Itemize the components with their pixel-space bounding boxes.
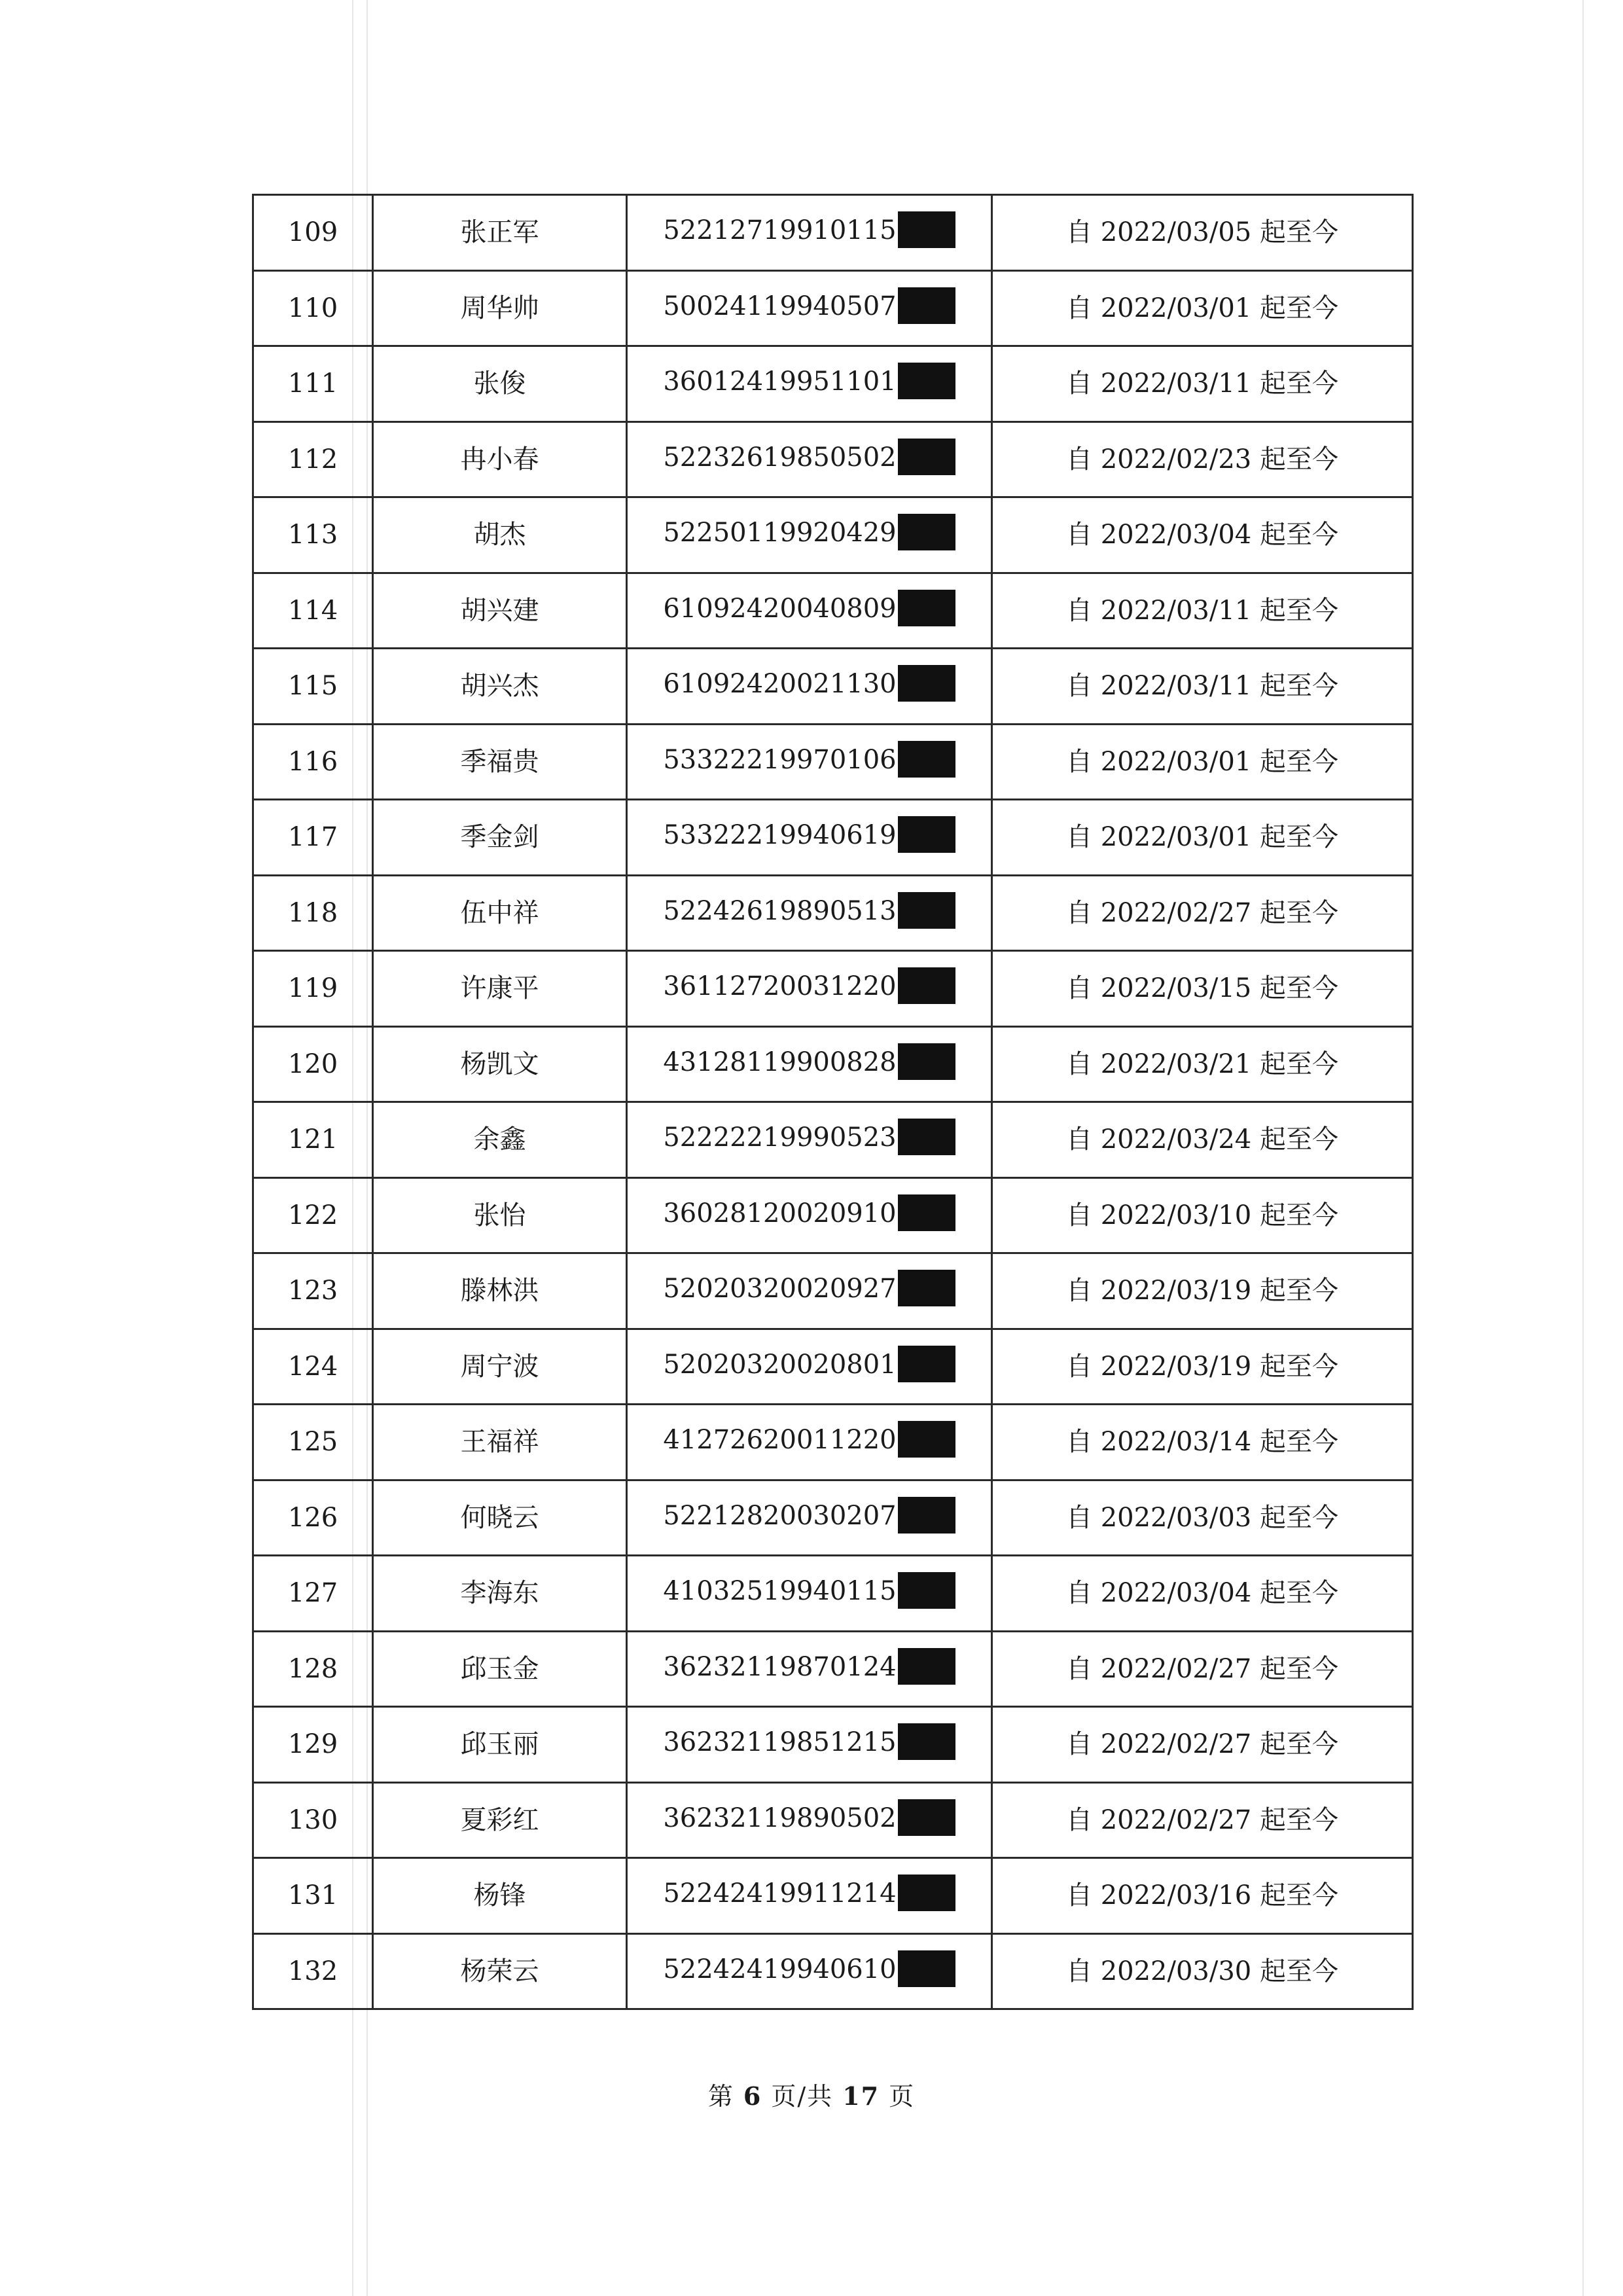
id-number-cell [627,195,992,271]
redaction-block [898,1194,955,1231]
row-number-cell: 129 [253,1707,373,1783]
row-number-cell: 123 [253,1253,373,1329]
id-number-cell [627,1707,992,1783]
redaction-block [898,1043,955,1080]
period-cell: 自 2022/03/05 起至今 [992,195,1413,271]
name-cell: 胡兴杰 [373,649,627,725]
redaction-block [898,590,955,626]
name-cell: 滕林洪 [373,1253,627,1329]
row-number-cell: 126 [253,1480,373,1556]
id-number-cell [627,800,992,876]
redaction-block [898,665,955,702]
id-number-cell [627,1631,992,1707]
id-number-cell [627,1405,992,1480]
roster-table-container [252,194,1404,2010]
id-number-text: 53322219970106 [663,744,897,775]
id-number-text: 52242419911214 [663,1878,897,1909]
row-number-cell: 109 [253,195,373,271]
period-cell: 自 2022/03/24 起至今 [992,1102,1413,1178]
row-number-cell: 121 [253,1102,373,1178]
id-number-text: 36112720031220 [663,971,897,1002]
redaction-block [898,1346,955,1382]
period-cell: 自 2022/03/01 起至今 [992,270,1413,346]
table-row [253,951,1413,1027]
row-number-cell: 114 [253,573,373,649]
row-number-cell: 127 [253,1556,373,1632]
id-number-cell [627,724,992,800]
id-number-text: 53322219940619 [663,820,897,851]
row-number-cell: 116 [253,724,373,800]
name-cell: 杨荣云 [373,1933,627,2009]
name-cell: 胡兴建 [373,573,627,649]
footer-middle: 页/共 [771,2082,834,2111]
table-row [253,1253,1413,1329]
redaction-block [898,816,955,853]
table-row [253,573,1413,649]
table-row [253,195,1413,271]
id-number-cell [627,875,992,951]
table-row [253,1102,1413,1178]
redaction-block [898,1648,955,1685]
period-cell: 自 2022/03/10 起至今 [992,1177,1413,1253]
id-number-text: 52020320020927 [663,1274,897,1304]
id-number-text: 36232119870124 [663,1651,897,1682]
name-cell: 周宁波 [373,1329,627,1405]
row-number-cell: 119 [253,951,373,1027]
table-row [253,1933,1413,2009]
redaction-block [898,967,955,1004]
redaction-block [898,1421,955,1458]
redaction-block [898,1497,955,1534]
redaction-block [898,1874,955,1911]
period-cell: 自 2022/02/27 起至今 [992,1782,1413,1858]
table-row [253,1480,1413,1556]
id-number-cell [627,497,992,573]
id-number-cell [627,1480,992,1556]
table-row [253,1329,1413,1405]
period-cell: 自 2022/03/19 起至今 [992,1253,1413,1329]
table-row [253,270,1413,346]
roster-table-body [253,195,1413,2009]
redaction-block [898,1572,955,1609]
id-number-text: 61092420040809 [663,593,897,624]
row-number-cell: 118 [253,875,373,951]
name-cell: 张怡 [373,1177,627,1253]
id-number-cell [627,270,992,346]
name-cell: 余鑫 [373,1102,627,1178]
row-number-cell: 124 [253,1329,373,1405]
id-number-text: 50024119940507 [663,291,897,321]
table-row [253,649,1413,725]
redaction-block [898,439,955,475]
table-row [253,724,1413,800]
name-cell: 胡杰 [373,497,627,573]
roster-table [252,194,1414,2010]
redaction-block [898,514,955,550]
name-cell: 张正军 [373,195,627,271]
period-cell: 自 2022/03/21 起至今 [992,1026,1413,1102]
id-number-text: 43128119900828 [663,1047,897,1077]
period-cell: 自 2022/02/27 起至今 [992,1707,1413,1783]
period-cell: 自 2022/03/01 起至今 [992,724,1413,800]
row-number-cell: 128 [253,1631,373,1707]
period-cell: 自 2022/03/11 起至今 [992,346,1413,422]
footer-current-page: 6 [743,2081,762,2111]
redaction-block [898,741,955,778]
id-number-cell [627,1858,992,1934]
name-cell: 何晓云 [373,1480,627,1556]
name-cell: 邱玉丽 [373,1707,627,1783]
footer-prefix: 第 [707,2082,734,2111]
row-number-cell: 125 [253,1405,373,1480]
name-cell: 李海东 [373,1556,627,1632]
name-cell: 冉小春 [373,422,627,497]
period-cell: 自 2022/03/19 起至今 [992,1329,1413,1405]
name-cell: 周华帅 [373,270,627,346]
id-number-text: 52212719910115 [663,215,897,246]
id-number-text: 52242619890513 [663,895,897,926]
name-cell: 许康平 [373,951,627,1027]
id-number-text: 36232119851215 [663,1727,897,1758]
id-number-cell [627,346,992,422]
id-number-text: 36012419951101 [663,367,897,397]
id-number-cell [627,422,992,497]
id-number-cell [627,1329,992,1405]
redaction-block [898,1799,955,1836]
id-number-text: 52212820030207 [663,1500,897,1531]
period-cell: 自 2022/02/27 起至今 [992,1631,1413,1707]
period-cell: 自 2022/03/11 起至今 [992,649,1413,725]
table-row [253,422,1413,497]
row-number-cell: 131 [253,1858,373,1934]
id-number-text: 52242419940610 [663,1954,897,1984]
id-number-cell [627,573,992,649]
id-number-cell [627,1177,992,1253]
redaction-block [898,211,955,248]
redaction-block [898,1723,955,1760]
table-row [253,800,1413,876]
id-number-cell [627,1253,992,1329]
row-number-cell: 132 [253,1933,373,2009]
redaction-block [898,1270,955,1306]
table-row [253,1405,1413,1480]
redaction-block [898,287,955,324]
table-row [253,1556,1413,1632]
table-row [253,346,1413,422]
name-cell: 季金剑 [373,800,627,876]
table-row [253,1858,1413,1934]
id-number-cell [627,1556,992,1632]
row-number-cell: 117 [253,800,373,876]
period-cell: 自 2022/02/27 起至今 [992,875,1413,951]
name-cell: 杨锋 [373,1858,627,1934]
period-cell: 自 2022/03/30 起至今 [992,1933,1413,2009]
period-cell: 自 2022/03/16 起至今 [992,1858,1413,1934]
row-number-cell: 130 [253,1782,373,1858]
table-row [253,1631,1413,1707]
name-cell: 张俊 [373,346,627,422]
period-cell: 自 2022/03/04 起至今 [992,1556,1413,1632]
row-number-cell: 122 [253,1177,373,1253]
redaction-block [898,363,955,399]
id-number-text: 41032519940115 [663,1576,897,1607]
period-cell: 自 2022/02/23 起至今 [992,422,1413,497]
table-row [253,1782,1413,1858]
name-cell: 伍中祥 [373,875,627,951]
row-number-cell: 120 [253,1026,373,1102]
redaction-block [898,1950,955,1987]
id-number-text: 52232619850502 [663,442,897,473]
name-cell: 邱玉金 [373,1631,627,1707]
id-number-cell [627,951,992,1027]
id-number-cell [627,1026,992,1102]
name-cell: 王福祥 [373,1405,627,1480]
id-number-text: 52222219990523 [663,1122,897,1153]
id-number-cell [627,649,992,725]
row-number-cell: 110 [253,270,373,346]
table-row [253,1177,1413,1253]
period-cell: 自 2022/03/11 起至今 [992,573,1413,649]
period-cell: 自 2022/03/04 起至今 [992,497,1413,573]
period-cell: 自 2022/03/01 起至今 [992,800,1413,876]
footer-suffix: 页 [889,2082,916,2111]
id-number-text: 52250119920429 [663,518,897,548]
redaction-block [898,1119,955,1155]
id-number-text: 52020320020801 [663,1349,897,1380]
period-cell: 自 2022/03/14 起至今 [992,1405,1413,1480]
scan-artifact-line [1582,0,1584,2296]
name-cell: 夏彩红 [373,1782,627,1858]
table-row [253,875,1413,951]
id-number-cell [627,1102,992,1178]
footer-total-pages: 17 [842,2081,880,2111]
name-cell: 季福贵 [373,724,627,800]
id-number-text: 41272620011220 [663,1425,897,1456]
row-number-cell: 115 [253,649,373,725]
name-cell: 杨凯文 [373,1026,627,1102]
id-number-text: 61092420021130 [663,669,897,700]
id-number-cell [627,1933,992,2009]
period-cell: 自 2022/03/15 起至今 [992,951,1413,1027]
period-cell: 自 2022/03/03 起至今 [992,1480,1413,1556]
id-number-text: 36232119890502 [663,1803,897,1833]
table-row [253,497,1413,573]
table-row [253,1707,1413,1783]
table-row [253,1026,1413,1102]
id-number-cell [627,1782,992,1858]
id-number-text: 36028120020910 [663,1198,897,1229]
row-number-cell: 112 [253,422,373,497]
row-number-cell: 113 [253,497,373,573]
row-number-cell: 111 [253,346,373,422]
page-footer [0,2076,1623,2112]
redaction-block [898,892,955,929]
